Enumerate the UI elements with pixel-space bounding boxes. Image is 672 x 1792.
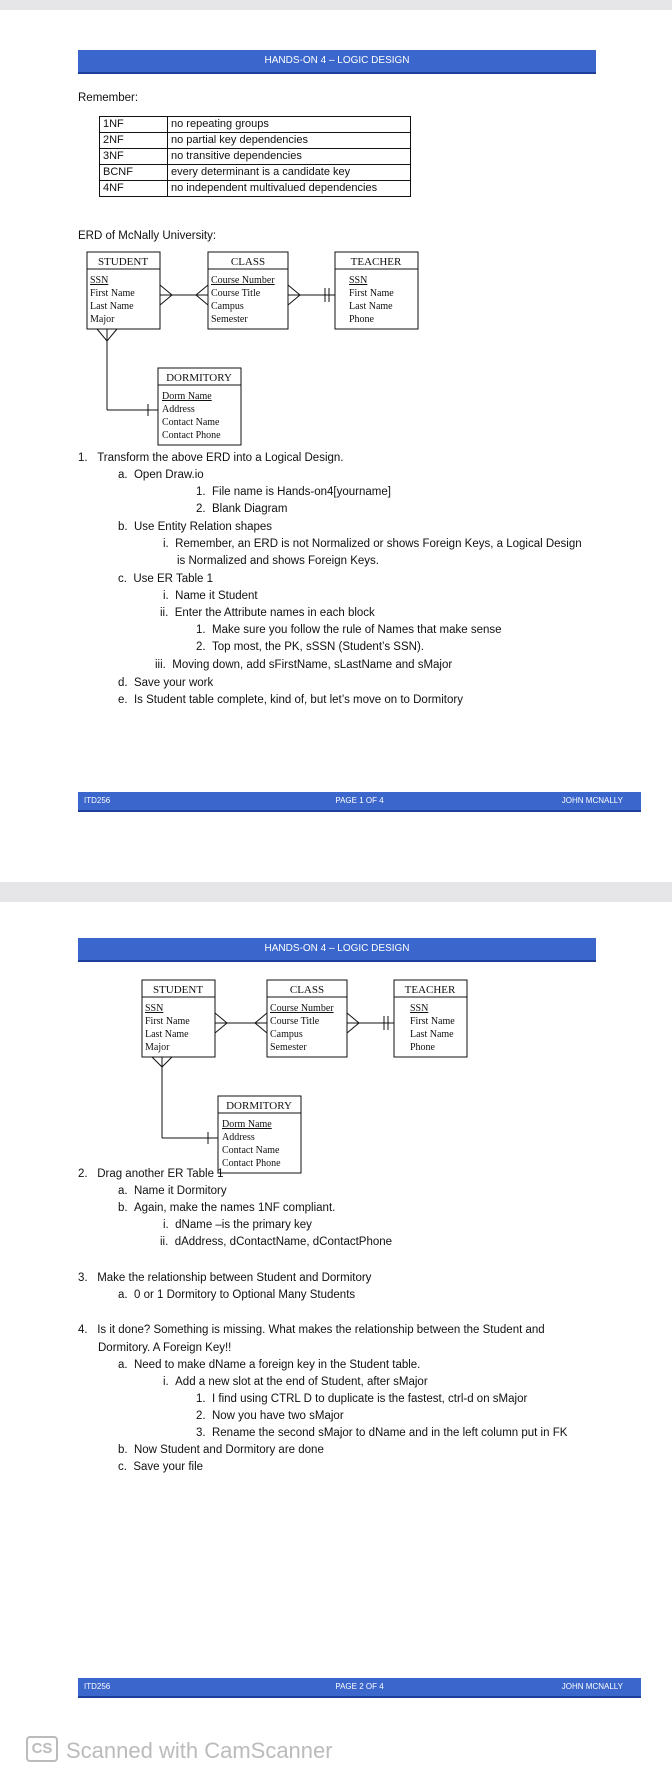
erd-caption: ERD of McNally University:	[78, 230, 217, 242]
footer-page-number: PAGE 2 OF 4	[335, 1682, 384, 1691]
svg-text:Semester: Semester	[211, 314, 248, 325]
svg-text:TEACHER: TEACHER	[350, 256, 402, 268]
step-4b: b. Now Student and Dormitory are done	[118, 1444, 324, 1456]
teacher-entity	[394, 980, 467, 1057]
step-2a: a. Name it Dormitory	[118, 1185, 227, 1197]
document-page-1	[0, 10, 672, 882]
svg-text:Semester: Semester	[270, 1042, 307, 1053]
svg-text:DORMITORY: DORMITORY	[166, 372, 232, 384]
step-1ci: i. Name it Student	[163, 590, 258, 602]
page-footer	[78, 1678, 641, 1698]
normal-forms-table	[99, 116, 411, 197]
svg-text:Contact Name: Contact Name	[222, 1145, 280, 1156]
svg-text:Contact Phone: Contact Phone	[162, 430, 221, 441]
footer-course: ITD256	[84, 1682, 111, 1691]
svg-text:Major: Major	[145, 1042, 170, 1053]
step-1cii: ii. Enter the Attribute names in each block	[160, 607, 375, 619]
step-1: 1. Transform the above ERD into a Logical Design.	[78, 452, 344, 464]
student-entity	[87, 252, 160, 329]
footer-page-number: PAGE 1 OF 4	[335, 796, 384, 805]
svg-text:Phone: Phone	[410, 1042, 435, 1053]
document-page-2	[0, 902, 672, 1792]
svg-text:Course Number: Course Number	[270, 1003, 334, 1014]
step-2bi: i. dName –is the primary key	[163, 1219, 312, 1231]
svg-text:Dorm Name: Dorm Name	[222, 1119, 272, 1130]
svg-text:Last Name: Last Name	[349, 301, 393, 312]
svg-text:First Name: First Name	[349, 288, 394, 299]
svg-text:Dorm Name: Dorm Name	[162, 391, 212, 402]
erd-diagram	[140, 978, 490, 1178]
footer-author: JOHN MCNALLY	[561, 796, 623, 805]
step-1ciii: iii. Moving down, add sFirstName, sLastName and sMajor	[155, 659, 453, 671]
svg-text:Address: Address	[162, 404, 195, 415]
svg-text:First Name: First Name	[90, 288, 135, 299]
table-row: 2NF no partial key dependencies	[100, 133, 411, 149]
page-header: HANDS-ON 4 – LOGIC DESIGN	[78, 938, 596, 962]
dormitory-entity	[158, 368, 241, 445]
svg-text:Contact Name: Contact Name	[162, 417, 220, 428]
table-row: 1NF no repeating groups	[100, 117, 411, 133]
svg-text:SSN: SSN	[410, 1003, 429, 1014]
page-header: HANDS-ON 4 – LOGIC DESIGN	[78, 50, 596, 74]
step-1cii2: 2. Top most, the PK, sSSN (Student’s SSN).	[196, 641, 424, 653]
footer-author: JOHN MCNALLY	[561, 1682, 623, 1691]
class-entity	[208, 252, 288, 329]
class-entity	[267, 980, 347, 1057]
camscanner-logo: CS	[26, 1736, 58, 1762]
erd-diagram	[85, 250, 435, 450]
svg-text:Last Name: Last Name	[90, 301, 134, 312]
svg-text:Campus: Campus	[211, 301, 244, 312]
svg-text:First Name: First Name	[145, 1016, 190, 1027]
svg-text:Campus: Campus	[270, 1029, 303, 1040]
svg-text:SSN: SSN	[349, 275, 368, 286]
step-4ai3: 3. Rename the second sMajor to dName and in the left column put in FK	[196, 1427, 568, 1439]
step-4ai2: 2. Now you have two sMajor	[196, 1410, 344, 1422]
svg-text:SSN: SSN	[145, 1003, 164, 1014]
svg-text:First Name: First Name	[410, 1016, 455, 1027]
svg-text:TEACHER: TEACHER	[404, 984, 456, 996]
step-1b: b. Use Entity Relation shapes	[118, 521, 273, 533]
svg-text:STUDENT: STUDENT	[152, 984, 204, 996]
step-2bii: ii. dAddress, dContactName, dContactPhone	[160, 1236, 393, 1248]
svg-text:Last Name: Last Name	[145, 1029, 189, 1040]
step-1a1: 1. File name is Hands-on4[yourname]	[196, 486, 391, 498]
teacher-entity	[335, 252, 418, 329]
svg-text:Last Name: Last Name	[410, 1029, 454, 1040]
step-3: 3. Make the relationship between Student and Dormitory	[78, 1272, 372, 1284]
step-4ai1: 1. I find using CTRL D to duplicate is the fastest, ctrl-d on sMajor	[196, 1393, 528, 1405]
svg-text:Phone: Phone	[349, 314, 374, 325]
svg-text:Address: Address	[222, 1132, 255, 1143]
step-1e: e. Is Student table complete, kind of, but let’s move on to Dormitory	[118, 694, 463, 706]
step-3a: a. 0 or 1 Dormitory to Optional Many Students	[118, 1289, 356, 1301]
step-1a2: 2. Blank Diagram	[196, 503, 288, 515]
dormitory-entity	[218, 1096, 301, 1173]
footer-course: ITD256	[84, 796, 111, 805]
step-1bi-cont: is Normalized and shows Foreign Keys.	[177, 555, 379, 567]
step-2: 2. Drag another ER Table 1	[78, 1168, 224, 1180]
step-1c: c. Use ER Table 1	[118, 573, 214, 585]
svg-text:CLASS: CLASS	[230, 256, 266, 268]
svg-text:SSN: SSN	[90, 275, 109, 286]
step-4a: a. Need to make dName a foreign key in the Student table.	[118, 1359, 421, 1371]
step-4-cont: Dormitory. A Foreign Key!!	[98, 1342, 232, 1354]
svg-text:Contact Phone: Contact Phone	[222, 1158, 281, 1169]
step-1d: d. Save your work	[118, 677, 214, 689]
svg-text:Course Title: Course Title	[270, 1016, 320, 1027]
step-1a: a. Open Draw.io	[118, 469, 204, 481]
svg-text:Course Number: Course Number	[211, 275, 275, 286]
step-4ai: i. Add a new slot at the end of Student, after sMajor	[163, 1376, 428, 1388]
svg-text:DORMITORY: DORMITORY	[226, 1100, 292, 1112]
table-row: 4NF no independent multivalued dependencies	[100, 181, 411, 197]
step-2b: b. Again, make the names 1NF compliant.	[118, 1202, 336, 1214]
svg-text:CLASS: CLASS	[289, 984, 325, 996]
camscanner-watermark: Scanned with CamScanner	[66, 1738, 333, 1763]
svg-text:Course Title: Course Title	[211, 288, 261, 299]
step-4c: c. Save your file	[118, 1461, 204, 1473]
step-1cii1: 1. Make sure you follow the rule of Names that make sense	[196, 624, 502, 636]
step-4: 4. Is it done? Something is missing. What makes the relationship between the Student and	[78, 1324, 545, 1336]
svg-text:Major: Major	[90, 314, 115, 325]
student-entity	[142, 980, 215, 1057]
page-footer	[78, 792, 641, 812]
table-row: 3NF no transitive dependencies	[100, 149, 411, 165]
step-1bi: i. Remember, an ERD is not Normalized or shows Foreign Keys, a Logical Design	[163, 538, 582, 550]
table-row: BCNF every determinant is a candidate key	[100, 165, 411, 181]
remember-label: Remember:	[78, 92, 139, 104]
svg-text:STUDENT: STUDENT	[97, 256, 149, 268]
